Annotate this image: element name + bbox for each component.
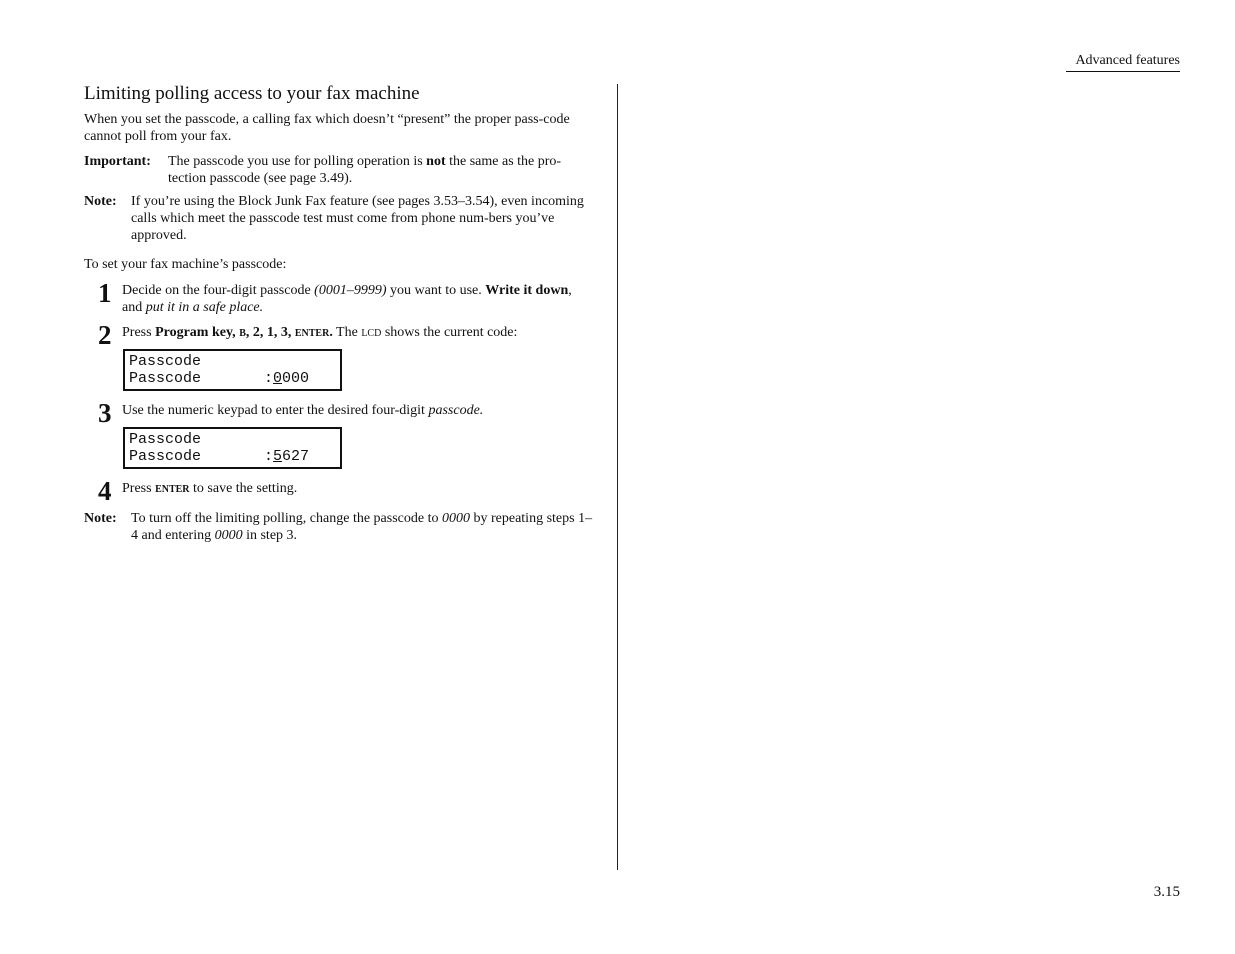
running-head: Advanced features [1066,53,1180,72]
intro-paragraph: When you set the passcode, a calling fax which doesn’t “present” the proper pass-code cannot poll from your fax. [84,112,570,144]
step-4: 4 Press enter to save the setting. [98,476,298,506]
lcd-display-current [123,349,342,391]
lcd-display-new [123,427,342,469]
step-2: 2 Press Program key, b, 2, 1, 3, enter. The lcd shows the current code: [98,320,518,350]
note-text: If you’re using the Block Junk Fax feature (see pages 3.53–3.54), even incoming calls which meet the passcode test must come from phone num-bers you’ve approved. [131,194,584,243]
step-number: 2 [98,320,112,350]
column-divider [617,84,618,870]
lcd-line-1: Passcode [129,353,202,370]
important-text: The passcode you use for polling operation is not the same as the pro-tection passcode (see page 3.49). [168,154,562,186]
lcd-line-2: Passcode :5627 [129,448,310,465]
procedure-lead: To set your fax machine’s passcode: [84,257,287,272]
step-number: 3 [98,398,112,428]
note-label: Note: [84,511,117,526]
step-number: 4 [98,476,112,506]
important-note [84,153,594,187]
note-label: Note: [84,194,117,209]
content-column [84,83,594,544]
step-3: 3 Use the numeric keypad to enter the desired four-digit passcode. [98,398,484,428]
page-number: 3.15 [1153,884,1180,900]
important-label: Important: [84,154,151,169]
step-number: 1 [98,278,112,308]
lcd-line-2: Passcode :0000 [129,370,310,387]
step-1: 1 Decide on the four-digit passcode (0001–9999) you want to use. Write it down, and put it in a safe place. [98,278,572,315]
note-turn-off [84,510,594,544]
section-title: Limiting polling access to your fax machine [84,83,420,104]
lcd-line-1: Passcode [129,431,202,448]
note-block-junk [84,193,594,244]
note-text: To turn off the limiting polling, change the passcode to 0000 by repeating steps 1–4 and entering 0000 in step 3. [131,511,593,543]
